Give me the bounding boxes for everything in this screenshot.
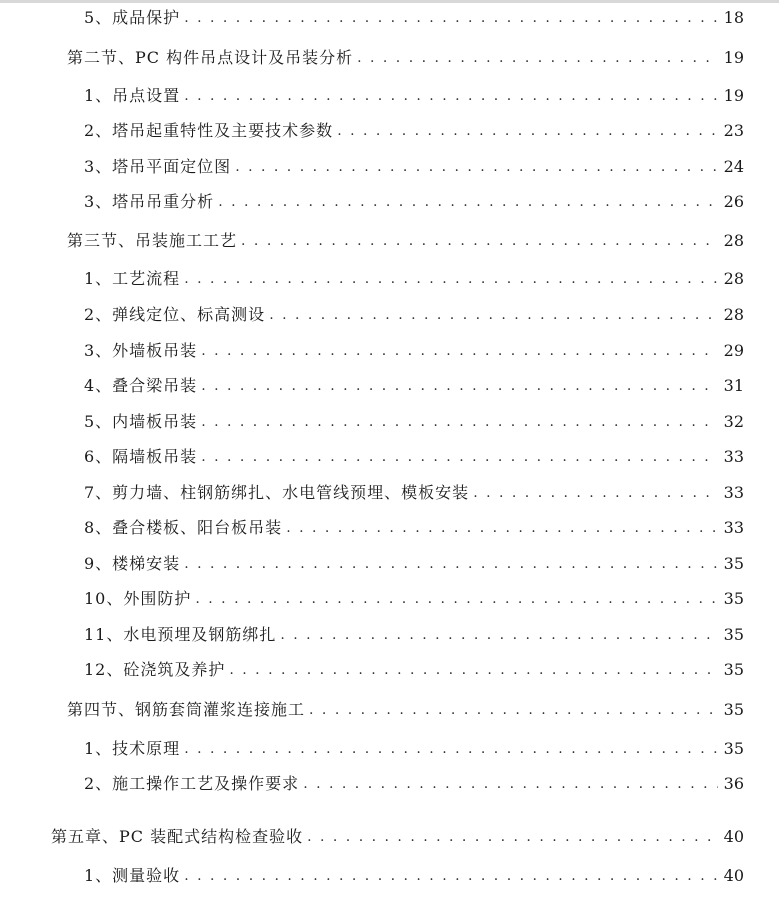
toc-entry-page: 35 <box>723 660 744 679</box>
toc-entry[interactable] <box>84 481 744 503</box>
toc-entry-text: 2、施工操作工艺及操作要求 <box>84 774 300 793</box>
toc-entry-text: 第四节、钢筋套筒灌浆连接施工 <box>67 700 306 719</box>
toc-entry-page: 33 <box>723 483 744 502</box>
toc-entry-text: 1、工艺流程 <box>84 269 181 288</box>
toc-entry-text: 第三节、吊装施工工艺 <box>67 231 238 250</box>
toc-entry-text: 3、塔吊吊重分析 <box>84 192 215 211</box>
toc-entry[interactable] <box>84 623 744 645</box>
toc-entry-page: 32 <box>723 412 744 431</box>
toc-entry-text: 4、叠合梁吊装 <box>84 376 198 395</box>
toc-entry-page: 33 <box>723 518 744 537</box>
toc-leader-dots <box>201 341 717 361</box>
toc-entry-page: 24 <box>723 157 744 176</box>
toc-entry-page: 29 <box>723 341 744 360</box>
toc-chapter-entry[interactable] <box>51 825 744 847</box>
toc-leader-dots <box>286 518 717 538</box>
toc-entry-text: 3、塔吊平面定位图 <box>84 157 232 176</box>
toc-leader-dots <box>337 121 717 141</box>
toc-leader-dots <box>303 774 717 794</box>
toc-leader-dots <box>184 269 717 289</box>
toc-leader-dots <box>184 554 717 574</box>
toc-leader-dots <box>473 483 717 503</box>
toc-entry-page: 35 <box>723 589 744 608</box>
toc-entry[interactable] <box>84 864 744 886</box>
toc-leader-dots <box>229 660 717 680</box>
toc-section-entry[interactable] <box>67 698 744 720</box>
toc-entry-text: 6、隔墙板吊装 <box>84 447 198 466</box>
toc-entry[interactable] <box>84 267 744 289</box>
toc-leader-dots <box>218 192 717 212</box>
toc-entry[interactable] <box>84 772 744 794</box>
toc-leader-dots <box>201 447 717 467</box>
toc-entry-page: 35 <box>723 625 744 644</box>
toc-entry-page: 19 <box>723 86 744 105</box>
toc-entry[interactable] <box>84 552 744 574</box>
toc-entry-page: 40 <box>723 866 744 885</box>
toc-entry[interactable] <box>84 339 744 361</box>
toc-entry-text: 1、吊点设置 <box>84 86 181 105</box>
toc-entry-page: 28 <box>723 305 744 324</box>
toc-entry-page: 35 <box>723 554 744 573</box>
toc-leader-dots <box>201 376 717 396</box>
toc-entry[interactable] <box>84 658 744 680</box>
toc-leader-dots <box>309 700 718 720</box>
toc-entry[interactable] <box>84 84 744 106</box>
toc-entry-text: 1、技术原理 <box>84 739 181 758</box>
toc-leader-dots <box>184 739 717 759</box>
toc-leader-dots <box>184 86 717 106</box>
toc-leader-dots <box>235 157 717 177</box>
toc-entry-page: 18 <box>723 8 744 27</box>
toc-entry[interactable] <box>84 6 744 28</box>
toc-entry-text: 第二节、PC 构件吊点设计及吊装分析 <box>67 48 354 67</box>
toc-entry-text: 3、外墙板吊装 <box>84 341 198 360</box>
toc-entry-page: 23 <box>723 121 744 140</box>
toc-entry-text: 5、成品保护 <box>84 8 181 27</box>
toc-entry[interactable] <box>84 119 744 141</box>
toc-entry-text: 2、塔吊起重特性及主要技术参数 <box>84 121 334 140</box>
toc-entry[interactable] <box>84 445 744 467</box>
toc-entry-page: 35 <box>723 700 744 719</box>
toc-entry-page: 36 <box>723 774 744 793</box>
toc-entry-text: 12、砼浇筑及养护 <box>84 660 226 679</box>
toc-entry-text: 2、弹线定位、标高测设 <box>84 305 266 324</box>
toc-entry-page: 31 <box>723 376 744 395</box>
toc-entry-page: 28 <box>723 231 744 250</box>
toc-leader-dots <box>307 827 718 847</box>
toc-entry-page: 40 <box>723 827 744 846</box>
toc-entry-text: 第五章、PC 装配式结构检查验收 <box>51 827 304 846</box>
toc-leader-dots <box>269 305 717 325</box>
toc-entry-page: 28 <box>723 269 744 288</box>
toc-leader-dots <box>357 48 718 68</box>
toc-section-entry[interactable] <box>67 46 744 68</box>
toc-entry-text: 5、内墙板吊装 <box>84 412 198 431</box>
toc-entry-text: 9、楼梯安装 <box>84 554 181 573</box>
toc-leader-dots <box>195 589 717 609</box>
toc-entry-page: 33 <box>723 447 744 466</box>
toc-entry-page: 19 <box>723 48 744 67</box>
toc-entry-page: 26 <box>723 192 744 211</box>
toc-leader-dots <box>184 8 717 28</box>
toc-entry[interactable] <box>84 190 744 212</box>
toc-leader-dots <box>280 625 717 645</box>
toc-leader-dots <box>241 231 718 251</box>
toc-leader-dots <box>184 866 717 886</box>
toc-entry[interactable] <box>84 303 744 325</box>
toc-entry[interactable] <box>84 410 744 432</box>
toc-entry[interactable] <box>84 374 744 396</box>
toc-leader-dots <box>201 412 717 432</box>
toc-entry-text: 7、剪力墙、柱钢筋绑扎、水电管线预埋、模板安装 <box>84 483 470 502</box>
toc-entry-text: 1、测量验收 <box>84 866 181 885</box>
toc-entry[interactable] <box>84 155 744 177</box>
toc-entry[interactable] <box>84 587 744 609</box>
toc-entry-text: 8、叠合楼板、阳台板吊装 <box>84 518 283 537</box>
toc-entry-page: 35 <box>723 739 744 758</box>
toc-entry[interactable] <box>84 516 744 538</box>
toc-entry-text: 10、外围防护 <box>84 589 192 608</box>
toc-entry[interactable] <box>84 737 744 759</box>
toc-section-entry[interactable] <box>67 229 744 251</box>
toc-entry-text: 11、水电预埋及钢筋绑扎 <box>84 625 277 644</box>
